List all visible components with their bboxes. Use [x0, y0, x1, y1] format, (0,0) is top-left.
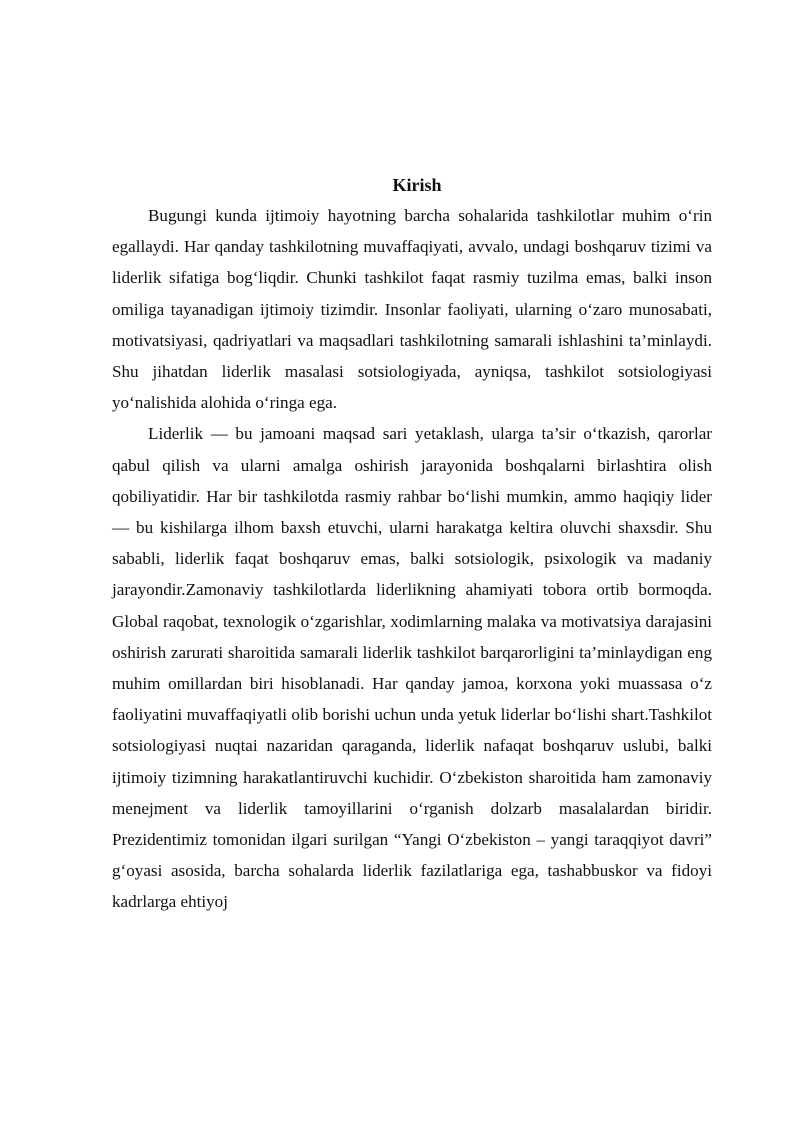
- paragraph-2: Liderlik — bu jamoani maqsad sari yetaklash, ularga ta’sir o‘tkazish, qarorlar qabul qilish va ularni amalga oshirish jarayonida boshqalarni birlashtira olish qobiliyatidir. Har bir tashkilotda rasmiy rahbar bo‘lishi mumkin, ammo haqiqiy lider — bu kishilarga ilhom baxsh etuvchi, ularni harakatga keltira oluvchi shaxsdir. Shu sababli, liderlik faqat boshqaruv emas, balki sotsiologik, psixologik va madaniy jarayondir.Zamonaviy tashkilotlarda liderlikning ahamiyati tobora ortib bormoqda. Global raqobat, texnologik o‘zgarishlar, xodimlarning malaka va motivatsiya darajasini oshirish zarurati sharoitida samarali liderlik tashkilot barqarorligini ta’minlaydigan eng muhim omillardan biri hisoblanadi. Har qanday jamoa, korxona yoki muassasa o‘z faoliyatini muvaffaqiyatli olib borishi uchun unda yetuk liderlar bo‘lishi shart.Tashkilot sotsiologiyasi nuqtai nazaridan qaraganda, liderlik nafaqat boshqaruv uslubi, balki ijtimoiy tizimning harakatlantiruvchi kuchidir. O‘zbekiston sharoitida ham zamonaviy menejment va liderlik tamoyillarini o‘rganish dolzarb masalalardan biridir. Prezidentimiz tomonidan ilgari surilgan “Yangi O‘zbekiston – yangi taraqqiyot davri” g‘oyasi asosida, barcha sohalarda liderlik fazilatlariga ega, tashabbuskor va fidoyi kadrlarga ehtiyoj: [112, 424, 712, 912]
- paragraph-1: Bugungi kunda ijtimoiy hayotning barcha sohalarida tashkilotlar muhim o‘rin egallaydi. Har qanday tashkilotning muvaffaqiyati, avvalo, undagi boshqaruv tizimi va liderlik sifatiga bog‘liqdir. Chunki tashkilot faqat rasmiy tuzilma emas, balki inson omiliga tayanadigan ijtimoiy tizimdir. Insonlar faoliyati, ularning o‘zaro munosabati, motivatsiyasi, qadriyatlari va maqsadlari tashkilotning samarali ishlashini ta’minlaydi. Shu jihatdan liderlik masalasi sotsiologiyada, ayniqsa, tashkilot sotsiologiyasi yo‘nalishida alohida o‘ringa ega.: [112, 206, 712, 413]
- section-title: Kirish: [392, 175, 442, 195]
- document-page: [112, 170, 712, 918]
